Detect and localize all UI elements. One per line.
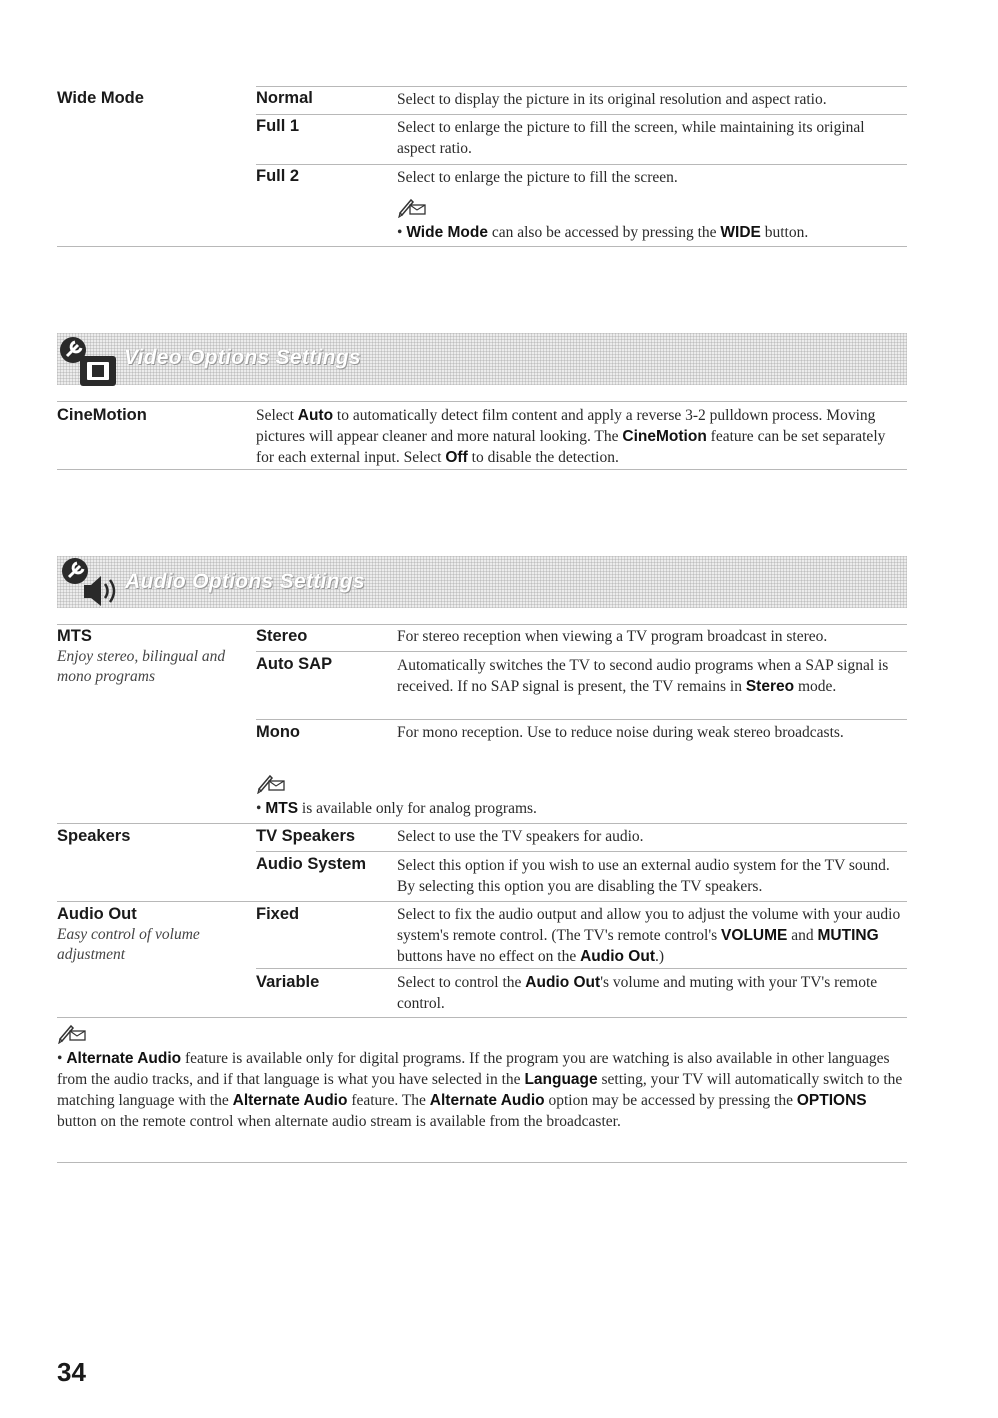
note-pencil-icon [57, 1022, 87, 1044]
audio-options-title: Audio Options Settings [125, 570, 365, 593]
note-pencil-icon [397, 196, 427, 218]
option-auto-sap: Auto SAP [256, 655, 333, 673]
page-number: 34 [57, 1357, 86, 1387]
option-full2-desc: Select to enlarge the picture to fill the screen. [397, 169, 678, 186]
option-audio-system: Audio System [256, 855, 367, 873]
wide-mode-label: Wide Mode [57, 89, 144, 107]
option-normal: Normal [256, 89, 313, 107]
speakers-label: Speakers [57, 827, 131, 845]
option-full1: Full 1 [256, 117, 300, 135]
mts-note: • MTS is available only for analog programs. [256, 800, 537, 817]
wide-mode-note: • Wide Mode can also be accessed by pressing the WIDE button. [397, 224, 809, 241]
option-stereo: Stereo [256, 627, 308, 645]
option-full2: Full 2 [256, 167, 300, 185]
video-settings-icon [58, 334, 124, 390]
cinemotion-desc: Select Auto to automatically detect film content and apply a reverse 3-2 pulldown process. Moving pictures will appear cleaner and more natural looking. The CineMotion feature can be set separately for each external input. Select Off to disable the detection. [256, 407, 886, 466]
audio-settings-icon [60, 555, 126, 611]
cinemotion-label: CineMotion [57, 406, 147, 424]
mts-label: MTS [57, 627, 92, 645]
option-stereo-desc: For stereo reception when viewing a TV program broadcast in stereo. [397, 628, 828, 645]
option-auto-sap-desc: Automatically switches the TV to second audio programs when a SAP signal is received. If no SAP signal is present, the TV remains in Stereo mode. [397, 657, 889, 695]
alternate-audio-note: • Alternate Audio feature is available only for digital programs. If the program you are watching is also available in other languages from the audio tracks, and if that language is what you have selected in the Language setting, your TV will automatically switch to the matching language with the Alternate Audio feature. The Alternate Audio option may be accessed by pressing the OPTIONS button on the remote control when alternate audio stream is available from the broadcaster. [57, 1050, 903, 1130]
option-normal-desc: Select to display the picture in its original resolution and aspect ratio. [397, 91, 827, 108]
audio-out-sublabel: Easy control of volume adjustment [57, 926, 200, 963]
video-options-title: Video Options Settings [124, 346, 361, 369]
option-fixed-desc: Select to fix the audio output and allow you to adjust the volume with your audio system's remote control. (The TV's remote control's VOLUME and MUTING buttons have no effect on the Audio Out.) [397, 906, 901, 965]
option-full1-desc: Select to enlarge the picture to fill the screen, while maintaining its original aspect ratio. [397, 119, 865, 157]
option-tv-speakers: TV Speakers [256, 827, 356, 845]
option-tv-speakers-desc: Select to use the TV speakers for audio. [397, 828, 644, 845]
option-audio-system-desc: Select this option if you wish to use an external audio system for the TV sound. By selecting this option you are disabling the TV speakers. [397, 857, 890, 895]
audio-out-label: Audio Out [57, 905, 137, 923]
option-variable-desc: Select to control the Audio Out's volume and muting with your TV's remote control. [397, 974, 878, 1012]
option-variable: Variable [256, 973, 320, 991]
option-mono-desc: For mono reception. Use to reduce noise during weak stereo broadcasts. [397, 724, 844, 741]
mts-sublabel: Enjoy stereo, bilingual and mono programs [57, 648, 226, 685]
note-pencil-icon [256, 772, 286, 794]
option-fixed: Fixed [256, 905, 300, 923]
option-mono: Mono [256, 723, 300, 741]
